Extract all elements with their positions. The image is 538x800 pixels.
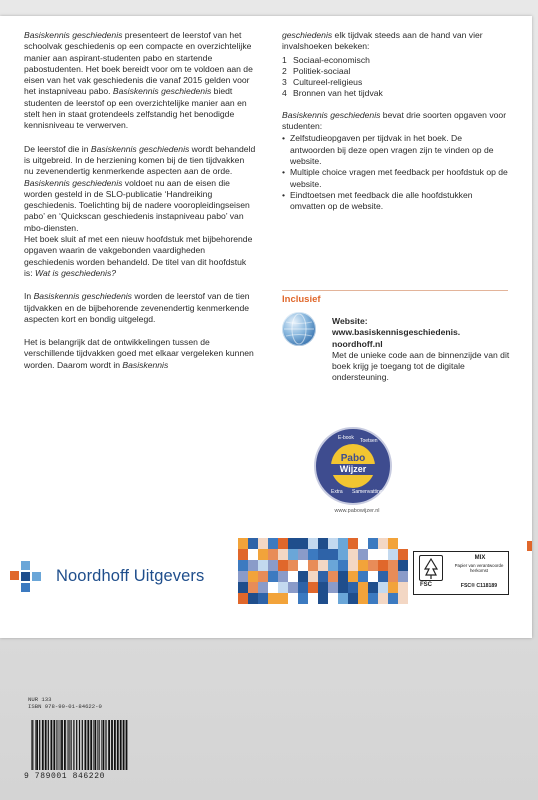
mosaic-tile [318,582,328,593]
italic-title-run: geschiedenis [282,30,333,40]
mosaic-tile [338,571,348,582]
mosaic-tile [298,560,308,571]
barcode-bar [39,720,40,770]
barcode-bar [85,720,87,770]
mosaic-tile [278,593,288,604]
barcode-bar [111,720,113,770]
mosaic-tile [288,593,298,604]
mosaic-tile [338,593,348,604]
barcode-bar [82,720,83,770]
pabo-segment-extra: Extra [331,489,343,495]
mosaic-tile [398,593,408,604]
mosaic-tile [318,549,328,560]
list-item: 3 Cultureel-religieus [282,77,363,88]
barcode-bar [105,720,106,770]
mosaic-tile [378,549,388,560]
mosaic-tile [308,549,318,560]
pabo-wijzer-badge [314,427,392,505]
barcode-bar [58,720,59,770]
mosaic-tile [258,593,268,604]
mosaic-tile [258,538,268,549]
italic-title-run: Basiskennis geschiedenis [24,177,123,188]
barcode-bar [68,720,69,770]
mosaic-tile [378,582,388,593]
mosaic-tile [288,560,298,571]
mosaic-tile [348,582,358,593]
barcode-bar [93,720,94,770]
barcode-bar [67,720,68,770]
mosaic-tile [308,571,318,582]
mosaic-tile [248,582,258,593]
italic-title-run: Basiskennis geschiedenis [112,86,212,97]
mosaic-tile [278,582,288,593]
isbn-number: ISBN 978-90-01-84622-0 [28,702,102,710]
mosaic-tile [358,538,368,549]
color-mosaic [238,538,408,604]
mosaic-tile [358,560,368,571]
mosaic-tile [288,549,298,560]
mosaic-tile [368,538,378,549]
barcode-bar [56,720,57,770]
pabo-segment-samenvatting: Samenvatting [352,489,383,495]
mosaic-tile [358,593,368,604]
barcode-bar [123,720,125,770]
edge-color-mark [527,541,532,551]
barcode-bar [71,720,72,770]
mosaic-tile [288,538,298,549]
mosaic-tile [328,582,338,593]
mosaic-tile [388,571,398,582]
pabo-center [331,444,375,488]
text-run: biedt studenten de leerstof op een overzichtelijke manier aan en stelt hen in staat grotendeels zelfstandig het benodigde kennisniveau te verwerven. [24,86,247,131]
pabo-segment-ebook: E-book [338,435,354,441]
mosaic-tile [318,538,328,549]
text-run: bevat drie soorten opgaven voor studenten: [282,109,507,132]
mosaic-tile [388,582,398,593]
italic-title-run: Wat is geschiedenis? [34,267,117,278]
mosaic-tile [398,549,408,560]
pabo-subtitle: Wijzer [331,464,375,475]
mosaic-tile [278,549,288,560]
mosaic-tile [368,582,378,593]
mosaic-tile [238,582,248,593]
mosaic-tile [258,582,268,593]
mosaic-tile [298,538,308,549]
exercises-intro [282,110,508,133]
list-item: • Eindtoetsen met feedback die alle hoofdstukken omvatten op de website. [282,189,473,212]
list-item: 2 Politiek-sociaal [282,65,351,76]
text-run: Het boek sluit af met een nieuw hoofdstuk met bijbehorende opgaven waarin de vakgebonden vaardigheden geschiedenis worden behandeld. De titel van dit hoofdstuk is: [24,234,253,278]
comparison-paragraph [24,337,256,371]
italic-title-run: Basiskennis geschiedenis [90,143,190,154]
barcode-bar [36,720,38,770]
website-label: Website: [332,316,368,326]
pabo-segment-toetsen: Toetsen [360,438,378,444]
mosaic-tile [238,538,248,549]
barcode-number: 9 789001 846220 [24,772,106,781]
barcode-bar [103,720,105,770]
right-text-column [282,30,508,222]
barcode-image [30,720,128,770]
mosaic-tile [298,549,308,560]
mosaic-tile [288,582,298,593]
barcode-bar [101,720,102,770]
exercise-types-list [282,133,508,212]
mosaic-tile [308,560,318,571]
mosaic-tile [398,571,408,582]
mosaic-tile [328,560,338,571]
mosaic-tile [348,549,358,560]
mosaic-tile [268,549,278,560]
barcode-bar [53,720,55,770]
barcode-bar [69,720,70,770]
mosaic-tile [338,582,348,593]
barcode-bar [73,720,74,770]
fsc-mix: MIX [474,555,486,561]
barcode-bar [31,720,32,770]
mosaic-tile [358,582,368,593]
mosaic-tile [308,593,318,604]
mosaic-tile [288,571,298,582]
mosaic-tile [238,560,248,571]
mosaic-tile [378,571,388,582]
mosaic-tile [378,560,388,571]
mosaic-tile [278,538,288,549]
mosaic-tile [328,549,338,560]
mosaic-tile [248,549,258,560]
barcode-bar [87,720,89,770]
barcode-bar [35,720,36,770]
list-item: • Zelfstudieopgaven per tijdvak in het boek. De antwoorden bij deze open vragen zijn te vinden op de website. [282,133,494,166]
mosaic-tile [388,549,398,560]
mosaic-tile [258,549,268,560]
mosaic-tile [388,593,398,604]
mosaic-tile [268,560,278,571]
mosaic-tile [338,549,348,560]
mosaic-tile [338,560,348,571]
barcode-bar [60,720,61,770]
mosaic-tile [258,560,268,571]
fsc-tree-icon [419,555,443,581]
mosaic-tile [358,571,368,582]
barcode-bar [79,720,80,770]
mosaic-tile [278,571,288,582]
mosaic-tile [278,560,288,571]
mosaic-tile [398,560,408,571]
barcode-bar [99,720,100,770]
website-description: Met de unieke code aan de binnenzijde van dit boek krijg je toegang tot de digitale ondersteuning. [332,349,510,383]
text-run: De leerstof die in [24,143,91,154]
italic-title-run: Basiskennis geschiedenis [282,109,381,120]
barcode-bar [76,720,77,770]
mosaic-tile [368,593,378,604]
barcode-bar [45,720,47,770]
barcode-bar [61,720,63,770]
text-run: worden de leerstof van de tien tijdvakken en de bijbehorende zevenendertig kenmerkende aspecten kort en bondig uitgelegd. [24,291,250,324]
mosaic-tile [328,593,338,604]
intro-paragraph [24,30,256,132]
fsc-description: Papier van verantwoorde herkomst [454,563,504,573]
mosaic-tile [318,593,328,604]
mosaic-tile [298,593,308,604]
barcode-bar [42,720,44,770]
barcode-bar [94,720,96,770]
perspectives-intro [282,30,508,53]
barcode-bar [126,720,128,770]
mosaic-tile [318,560,328,571]
mosaic-tile [238,571,248,582]
mosaic-tile [388,538,398,549]
isbn-block [28,697,102,711]
text-run: Het is belangrijk dat de ontwikkelingen tussen de verschillende tijdvakken goed met elkaar vergeleken kunnen worden. Daarom wordt in [24,337,254,370]
list-item: 1 Sociaal-economisch [282,54,370,65]
pabo-url: www.pabowijzer.nl [334,508,380,514]
mosaic-tile [358,549,368,560]
italic-title-run: Basiskennis geschiedenis [33,291,132,302]
mosaic-tile [328,538,338,549]
mosaic-tile [268,582,278,593]
mosaic-tile [308,538,318,549]
mosaic-tile [238,549,248,560]
text-run: presenteert de leerstof van het schoolvak geschiedenis op een compacte en overzichtelijke manier aan aspirant-studenten pabo en startende pabostudenten. Het boek bereidt voor om te voldoen aan de eisen van het vak geschiedenis die vanaf 2015 gelden voor het instapniveau pabo. [24,30,253,97]
mosaic-tile [248,593,258,604]
text-run: In [24,291,34,302]
fsc-label-box [413,551,509,595]
mosaic-tile [308,582,318,593]
globe-ring [282,312,316,346]
mosaic-tile [268,593,278,604]
mosaic-tile [318,571,328,582]
content-paragraph [24,144,256,280]
italic-title-run: Basiskennis [122,359,169,370]
perspectives-list [282,55,508,100]
fsc-code: FSC® C118189 [460,583,498,589]
noordhoff-logo-icon [10,561,50,591]
inclusief-heading: Inclusief [282,290,508,305]
mosaic-tile [338,538,348,549]
mosaic-tile [398,582,408,593]
mosaic-tile [298,582,308,593]
barcode-bar [97,720,98,770]
mosaic-tile [388,560,398,571]
barcode-bar [90,720,92,770]
mosaic-tile [348,538,358,549]
mosaic-tile [348,593,358,604]
barcode-bar [51,720,53,770]
explanation-paragraph [24,291,256,325]
mosaic-tile [248,571,258,582]
mosaic-tile [398,538,408,549]
mosaic-tile [378,538,388,549]
barcode-bar [117,720,119,770]
mosaic-tile [238,593,248,604]
list-item: • Multiple choice vragen met feedback per hoofdstuk op de website. [282,167,508,189]
barcode-bar [32,720,33,770]
barcode-bar [64,720,66,770]
website-block [332,316,522,384]
barcode-bar [114,720,116,770]
nur-code: NUR 133 [28,696,52,703]
text-run: voldoet nu aan de eisen die worden gesteld in de SLO-publicatie ‘Handreiking geschiedenis. Toelichting bij de nadere vooropleidingseisen pabo’ en ‘Quickscan geschiedenis instapniveau pabo’ van mbo-diensten. [24,177,250,233]
mosaic-tile [368,560,378,571]
mosaic-tile [348,560,358,571]
barcode-bar [120,720,122,770]
mosaic-tile [328,571,338,582]
text-run: elk tijdvak steeds aan de hand van vier invalshoeken bekeken: [282,30,483,52]
mosaic-tile [368,549,378,560]
publisher-name: Noordhoff Uitgevers [56,567,205,585]
mosaic-tile [248,538,258,549]
mosaic-tile [268,571,278,582]
mosaic-tile [268,538,278,549]
barcode-bar [48,720,49,770]
mosaic-tile [258,571,268,582]
mosaic-tile [348,571,358,582]
pabo-title: Pabo [340,453,366,464]
left-text-column [24,30,256,383]
mosaic-tile [368,571,378,582]
website-url[interactable]: www.basiskennisgeschiedenis. noordhoff.nl [332,327,461,349]
mosaic-tile [298,571,308,582]
barcode-bar [59,720,60,770]
barcode-bar [108,720,110,770]
fsc-logo-text: FSC [420,582,432,588]
text-run: wordt behandeld is uitgebreid. In de herziening komen bij de tien tijdvakken nu zevenendertig kenmerkende aspecten aan de orde. [24,143,256,177]
mosaic-tile [378,593,388,604]
italic-title-run: Basiskennis geschiedenis [24,30,123,40]
mosaic-tile [248,560,258,571]
list-item: 4 Bronnen van het tijdvak [282,88,383,99]
